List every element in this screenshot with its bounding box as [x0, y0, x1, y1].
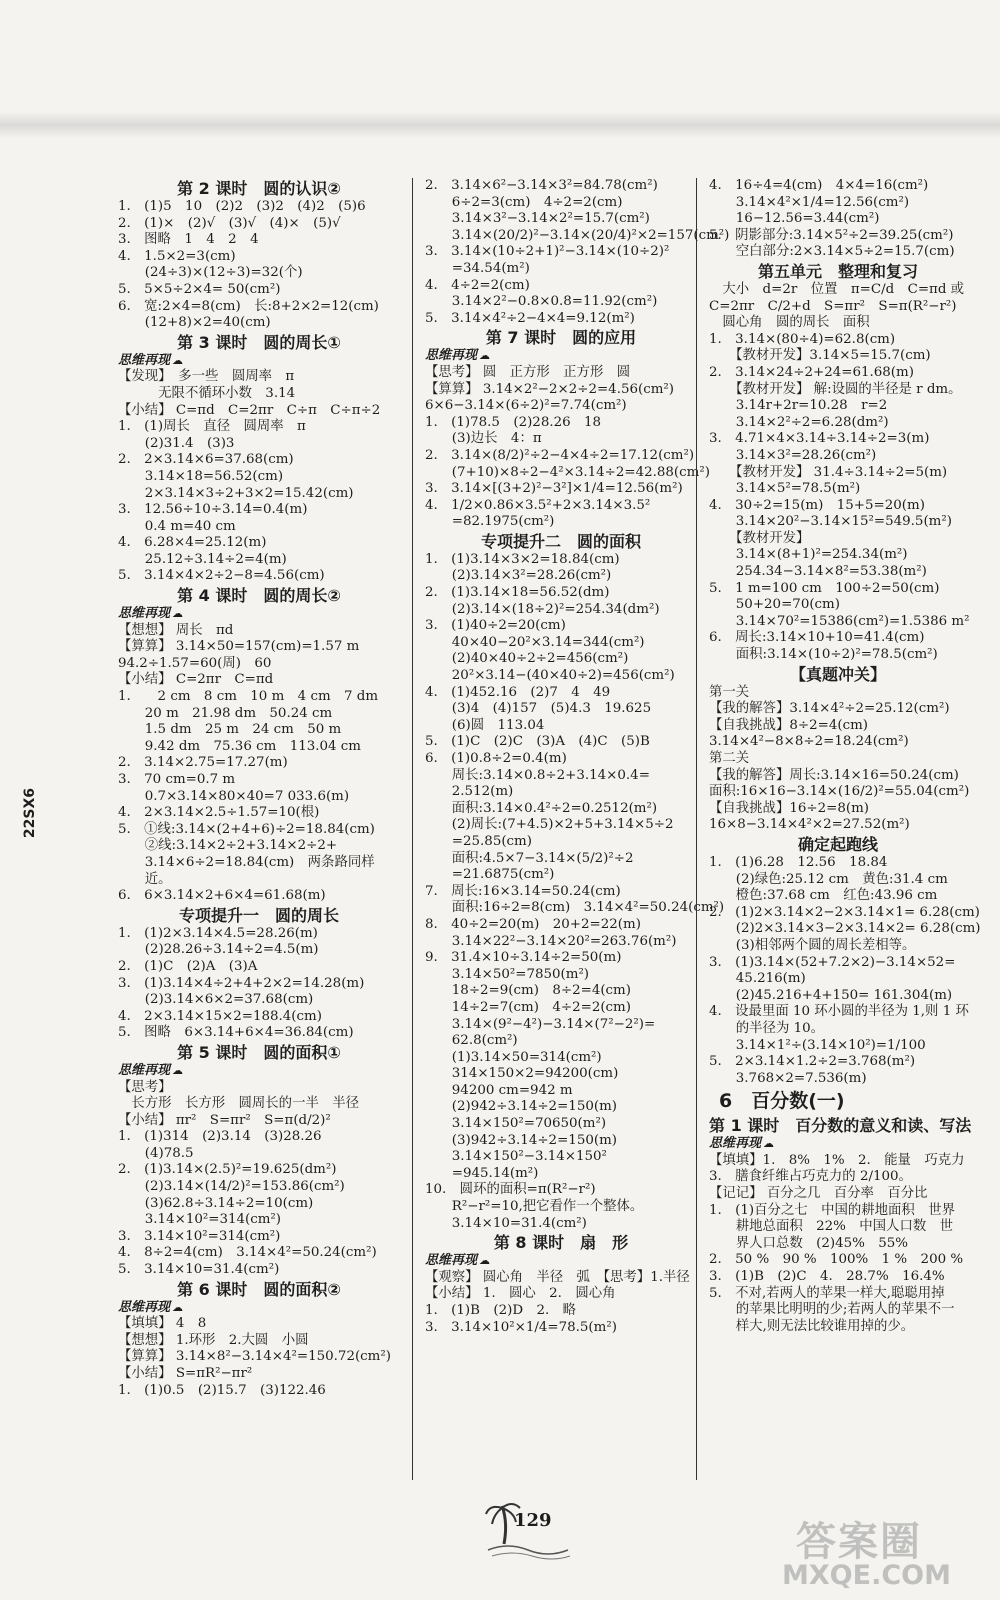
section-heading: 第 6 课时 圆的面积②	[177, 1279, 341, 1299]
section-heading: 确定起跑线	[797, 834, 878, 854]
answer-line: (2)3.14×(18÷2)²=254.34(dm²)	[425, 601, 660, 617]
answer-line: 4. 2×3.14×2.5÷1.57=10(根)	[118, 805, 320, 821]
answer-line: 10. 圆环的面积=π(R²−r²)	[425, 1182, 596, 1198]
answer-line: 3.14×10²=314(cm²)	[118, 1212, 282, 1228]
answer-line: 3. 4.71×4×3.14÷3.14÷2=3(m)	[709, 431, 930, 447]
answer-line: 3.14×10=31.4(cm²)	[425, 1215, 587, 1231]
answer-line: 第二关	[709, 751, 750, 766]
answer-line: 3.14×4²×1/4=12.56(cm²)	[709, 194, 910, 210]
answer-line: 2. (1)C (2)A (3)A	[118, 958, 258, 974]
answer-line: 1. (1)B (2)D 2. 略	[425, 1303, 577, 1318]
section-tag: 思维再现 ☁	[709, 1136, 967, 1153]
answer-line: 1. 2 cm 8 cm 10 m 4 cm 7 dm	[118, 689, 379, 705]
answer-line: (3)942÷3.14÷2=150(m)	[425, 1132, 618, 1148]
answer-line: 6÷2=3(cm) 4÷2=2(cm)	[425, 194, 623, 210]
answer-line: 【教材开发】3.14×5=15.7(cm)	[709, 348, 931, 364]
answer-line: (3)相邻两个圆的周长差相等。	[709, 937, 916, 953]
section-tag: 思维再现 ☁	[118, 353, 400, 370]
answer-line: 254.34−3.14×8²=53.38(m²)	[709, 564, 927, 580]
answer-line: 3.14×4²−8×8÷2=18.24(cm²)	[709, 734, 909, 750]
answer-line: 2. 3.14×6²−3.14×3²=84.78(cm²)	[425, 178, 658, 193]
answer-line: 【自我挑战】16÷2=8(m)	[709, 800, 870, 816]
answer-line: 3.14×22²−3.14×20²=263.76(m²)	[425, 933, 677, 949]
answer-line: 1. (1)百分之七 中国的耕地面积 世界	[709, 1202, 955, 1218]
answer-line: 25.12÷3.14÷2=4(m)	[118, 551, 287, 567]
answer-line: 【想想】 1.环形 2.大圆 小圆	[118, 1332, 309, 1348]
answer-line: 3. 12.56÷10÷3.14=0.4(m)	[118, 502, 308, 518]
answer-line: 空白部分:2×3.14×5÷2=15.7(cm)	[709, 244, 955, 260]
answer-line: 5. 1 m=100 cm 100÷2=50(cm)	[709, 580, 940, 596]
answer-line: 【自我挑战】8÷2=4(cm)	[709, 717, 868, 733]
answer-line: 20²×3.14−(40×40÷2)=456(cm²)	[425, 668, 675, 684]
answer-line: 4. 2×3.14×15×2=188.4(cm)	[118, 1008, 322, 1024]
answer-line: 4. 8÷2=4(cm) 3.14×4²=50.24(cm²)	[118, 1245, 377, 1261]
answer-line: 1.5 dm 25 m 24 cm 50 m	[118, 722, 342, 738]
answer-line: 3. (1)B (2)C 4. 28.7% 16.4%	[709, 1269, 945, 1285]
answer-line: (7+10)×8÷2−4²×3.14÷2=42.88(cm²)	[425, 464, 710, 480]
answer-line: 3.14×18=56.52(cm)	[118, 468, 284, 484]
answer-line: 【小结】 1. 圆心 2. 圆心角	[425, 1286, 616, 1302]
answer-line: 3.14×3²=28.26(cm²)	[709, 447, 877, 463]
section-tag: 思维再现 ☁	[425, 348, 697, 365]
answer-line: 5. 2×3.14×1.2÷2=3.768(m²)	[709, 1054, 916, 1070]
column-3	[696, 178, 981, 1480]
answer-line: 【思考】	[118, 1079, 172, 1095]
answer-line: 5. 5×5÷2×4= 50(cm²)	[118, 281, 281, 297]
answer-line: =34.54(m²)	[425, 260, 530, 276]
answer-line: (1)3.14×50=314(cm²)	[425, 1049, 602, 1065]
answer-line: 2. 2×3.14×6=37.68(cm)	[118, 452, 294, 468]
answer-line: 5. ①线:3.14×(2+4+6)÷2=18.84(cm)	[118, 821, 375, 837]
answer-line: 耕地总面积 22% 中国人口数 世	[709, 1219, 954, 1235]
answer-line: 8. 40÷2=20(m) 20+2=22(m)	[425, 916, 641, 932]
answer-line: 近。	[118, 871, 172, 887]
answer-line: 【观察】 圆心角 半径 弧 【思考】1.半径	[425, 1269, 690, 1285]
answer-line: 【小结】 C=πd C=2πr C÷π C÷π÷2	[118, 402, 381, 418]
answer-line: (2)3.14×3²=28.26(cm²)	[425, 568, 612, 584]
answer-line: 大小 d=2r 位置 π=C/d C=πd 或	[709, 281, 965, 297]
answer-line: 周长:3.14×0.8÷2+3.14×0.4=	[425, 767, 650, 783]
answer-line: 3.14×2²−0.8×0.8=11.92(cm²)	[425, 294, 658, 310]
answer-line: 4. 1/2×0.86×3.5²+2×3.14×3.5²	[425, 497, 651, 513]
answer-line: 4. 4÷2=2(cm)	[425, 277, 530, 293]
answer-line: 45.216(m)	[709, 971, 806, 987]
answer-line: 6×6−3.14×(6÷2)²=7.74(cm²)	[425, 398, 627, 414]
side-code: 22SX6	[22, 788, 38, 839]
answer-line: 1. (1)0.5 (2)15.7 (3)122.46	[118, 1382, 326, 1398]
section-tag: 思维再现 ☁	[118, 1300, 400, 1317]
answer-line: 【填填】1. 8% 1% 2. 能量 巧克力	[709, 1152, 965, 1168]
answer-line: 3.14×20²−3.14×15²=549.5(m²)	[709, 514, 952, 530]
answer-line: 【发现】 多一些 圆周率 π	[118, 369, 295, 385]
answer-line: 1. (1)3.14×3×2=18.84(cm)	[425, 551, 620, 567]
answer-line: 2. (1)3.14×(2.5)²=19.625(dm²)	[118, 1162, 337, 1178]
answer-line: =25.85(cm)	[425, 833, 532, 849]
answer-line: 2. 3.14×24÷2+24=61.68(m)	[709, 364, 914, 380]
answer-line: (4)78.5	[118, 1145, 194, 1161]
answer-line: 3.14×3²−3.14×2²=15.7(cm²)	[425, 211, 650, 227]
answer-line: 1. (1)78.5 (2)28.26 18	[425, 414, 602, 430]
watermark-glyphs: 答案圈	[796, 1519, 922, 1565]
answer-line: 【思考】 圆 正方形 正方形 圆	[425, 364, 631, 380]
answer-line: 50+20=70(cm)	[709, 597, 840, 613]
page-number-badge	[484, 1500, 574, 1560]
answer-line: ②线:3.14×2÷2+3.14×2÷2+	[118, 838, 338, 854]
answer-line: 面积:4.5×7−3.14×(5/2)²÷2	[425, 850, 634, 866]
answer-line: 2. 3.14×2.75=17.27(m)	[118, 755, 288, 771]
answer-line: 3. 膳食纤维占巧克力的 2/100。	[709, 1169, 912, 1185]
answer-line: 20 m 21.98 dm 50.24 cm	[118, 705, 333, 721]
answer-line: 【填填】 4 8	[118, 1316, 207, 1332]
answer-line: 的苹果比明明的少;若两人的苹果不一	[709, 1302, 955, 1318]
answer-line: 【小结】 S=πR²−πr²	[118, 1366, 253, 1381]
answer-line: (2)绿色:25.12 cm 黄色:31.4 cm	[709, 871, 948, 887]
section-heading: 第 1 课时 百分数的意义和读、写法	[709, 1116, 972, 1136]
answer-line: 【算算】 3.14×2²−2×2÷2=4.56(cm²)	[425, 381, 675, 397]
answer-line: 3.14×5²=78.5(m²)	[709, 481, 861, 497]
answer-line: 3. 3.14×(10÷2+1)²−3.14×(10÷2)²	[425, 244, 670, 260]
answer-line: =945.14(m²)	[425, 1165, 539, 1181]
answer-line: 9. 31.4×10÷3.14÷2=50(m)	[425, 950, 622, 966]
answer-line: 3.768×2=7.536(m)	[709, 1070, 867, 1086]
answer-line: 2. 3.14×(8/2)²÷2−4×4÷2=17.12(cm²)	[425, 447, 695, 463]
answer-line: 2. (1)3.14×18=56.52(dm)	[425, 585, 610, 601]
answer-line: (3)边长 4：π	[425, 431, 542, 447]
answer-line: 3. (1)3.14×4÷2+4+2×2=14.28(m)	[118, 975, 365, 991]
answer-line: 长方形 长方形 圆周长的一半 半径	[118, 1096, 360, 1112]
answer-line: 3. 3.14×[(3+2)²−3²]×1/4=12.56(m²)	[425, 481, 683, 497]
section-heading: 第 8 课时 扇 形	[493, 1233, 629, 1253]
answer-line: 3.14r+2r=10.28 r=2	[709, 398, 888, 414]
answer-line: 5. 3.14×4×2÷2−8=4.56(cm)	[118, 568, 325, 584]
answer-line: 3.14×150²−3.14×150²	[425, 1149, 607, 1165]
section-heading: 第 7 课时 圆的应用	[485, 328, 637, 348]
column-1	[118, 178, 400, 1480]
scan-blur-band	[0, 112, 1000, 138]
answer-line: 面积:16÷2=8(cm) 3.14×4²=50.24(cm²)	[425, 900, 725, 916]
answer-line: 5. 3.14×10=31.4(cm²)	[118, 1262, 280, 1278]
answer-line: (2)28.26÷3.14÷2=4.5(m)	[118, 942, 319, 958]
answer-line: 3.14×70²=15386(cm²)=1.5386 m²	[709, 613, 970, 629]
answer-line: 3. 图略 1 4 2 4	[118, 232, 259, 248]
answer-line: 2.512(m)	[425, 784, 514, 800]
section-heading: 【真题冲关】	[789, 664, 886, 684]
answer-line: 5. 图略 6×3.14+6×4=36.84(cm)	[118, 1025, 354, 1041]
answer-line: 3. 3.14×10²=314(cm²)	[118, 1228, 281, 1244]
answer-line: 2×3.14×3÷2+3×2=15.42(cm)	[118, 485, 354, 501]
section-tag: 思维再现 ☁	[118, 1063, 400, 1080]
section-heading: 专项提升一 圆的周长	[178, 905, 339, 925]
answer-line: 3.14×6÷2=18.84(cm) 两条路同样	[118, 854, 375, 870]
answer-line: 3. 70 cm=0.7 m	[118, 772, 236, 787]
answer-line: 4. 16÷4=4(cm) 4×4=16(cm²)	[709, 178, 929, 193]
section-heading: 第 3 课时 圆的周长①	[177, 332, 341, 352]
answer-line: 3.14×150²=70650(m²)	[425, 1116, 607, 1132]
answer-line: 【算算】 3.14×8²−3.14×4²=150.72(cm²)	[118, 1349, 391, 1365]
answer-line: (2)45.216+4+150= 161.304(m)	[709, 987, 953, 1003]
answer-line: 2. 50 % 90 % 100% 1 % 200 %	[709, 1252, 964, 1268]
section-heading: 第五单元 整理和复习	[757, 261, 918, 281]
site-watermark	[778, 1508, 978, 1594]
answer-line: 3.14×2²÷2=6.28(dm²)	[709, 414, 889, 430]
answer-line: 5. 3.14×4²÷2−4×4=9.12(m²)	[425, 310, 635, 326]
answer-line: 40×40−20²×3.14=344(cm²)	[425, 634, 645, 650]
answer-line: (2)942÷3.14÷2=150(m)	[425, 1099, 618, 1115]
answer-line: =82.1975(cm²)	[425, 514, 555, 530]
answer-line: 1. (1)5 10 (2)2 (3)2 (4)2 (5)6	[118, 199, 366, 214]
answer-line: 【小结】 C=2πr C=πd	[118, 672, 274, 688]
answer-line: 面积:16×16−3.14×(16/2)²=55.04(cm²)	[709, 784, 970, 800]
answer-line: 16−12.56=3.44(cm²)	[709, 211, 880, 227]
answer-line: (12+8)×2=40(cm)	[118, 315, 271, 331]
answer-line: 【记记】 百分之几 百分率 百分比	[709, 1186, 928, 1202]
answer-line: 【教材开发】 解:设圆的半径是 r dm。	[709, 381, 962, 397]
answer-line: 6. 6×3.14×2+6×4=61.68(m)	[118, 888, 326, 904]
answer-line: 【想想】 周长 πd	[118, 622, 234, 638]
answer-line: 6. (1)0.8÷2=0.4(m)	[425, 751, 567, 766]
answer-line: 6. 宽:2×4=8(cm) 长:8+2×2=12(cm)	[118, 298, 379, 314]
answer-line: 4. 6.28×4=25.12(m)	[118, 535, 267, 551]
answer-line: (2)周长:(7+4.5)×2+5+3.14×5÷2	[425, 817, 674, 833]
answer-line: C=2πr C/2+d S=πr² S=π(R²−r²)	[709, 298, 957, 314]
answer-line: 面积:3.14×0.4²÷2=0.2512(m²)	[425, 800, 658, 816]
section-tag: 思维再现 ☁	[118, 606, 400, 623]
answer-line: 1. (1)6.28 12.56 18.84	[709, 854, 888, 870]
answer-line: 0.7×3.14×80×40=7 033.6(m)	[118, 788, 350, 804]
answer-line: 5. 不对,若两人的苹果一样大,聪聪用掉	[709, 1285, 945, 1301]
answer-line: 3.14×1²÷(3.14×10²)=1/100	[709, 1037, 926, 1053]
answer-line: (2)3.14×6×2=37.68(cm)	[118, 992, 314, 1008]
section-heading: 6 百分数(一)	[719, 1090, 845, 1113]
answer-line: 3.14×(8+1)²=254.34(m²)	[709, 547, 908, 563]
answer-line: 6. 周长:3.14×10+10=41.4(cm)	[709, 630, 925, 646]
answer-line: 无限不循环小数 3.14	[118, 385, 296, 401]
answer-line: 界人口总数 (2)45% 55%	[709, 1235, 909, 1251]
answer-line: R²−r²=10,把它看作一个整体。	[425, 1199, 644, 1215]
answer-line: 橙色:37.68 cm 红色:43.96 cm	[709, 888, 938, 904]
answer-line: 4. 设最里面 10 环小圆的半径为 1,则 1 环	[709, 1004, 969, 1020]
section-heading: 第 2 课时 圆的认识②	[177, 179, 341, 198]
section-heading: 第 5 课时 圆的面积①	[177, 1042, 341, 1062]
section-heading: 专项提升二 圆的面积	[480, 531, 641, 551]
answer-line: (24÷3)×(12÷3)=32(个)	[118, 265, 303, 281]
answer-line: 【教材开发】 31.4÷3.14÷2=5(m)	[709, 464, 948, 480]
answer-line: 16×8−3.14×4²×2=27.52(m²)	[709, 817, 910, 833]
section-tag: 思维再现 ☁	[425, 1253, 697, 1270]
answer-line: (2)3.14×(14/2)²=153.86(cm²)	[118, 1179, 345, 1195]
answer-line: 1. 3.14×(80÷4)=62.8(cm)	[709, 331, 896, 347]
answer-line: 3. 3.14×10²×1/4=78.5(m²)	[425, 1319, 617, 1335]
answer-line: (3)62.8÷3.14÷2=10(cm)	[118, 1195, 314, 1211]
answer-line: 2. (1)× (2)√ (3)√ (4)× (5)√	[118, 215, 341, 231]
answer-line: 2. (1)2×3.14×2−2×3.14×1= 6.28(cm)	[709, 904, 980, 920]
answer-line: 18÷2=9(cm) 8÷2=4(cm)	[425, 983, 631, 999]
answer-line: (2)31.4 (3)3	[118, 435, 235, 451]
answer-line: 5. 阴影部分:3.14×5²÷2=39.25(cm²)	[709, 227, 954, 243]
answer-line: 1. (1)314 (2)3.14 (3)28.26	[118, 1129, 322, 1145]
answer-line: 94200 cm=942 m	[425, 1082, 573, 1098]
answer-line: 样大,则无法比较谁用掉的少。	[709, 1318, 915, 1334]
answer-line: (3)4 (4)157 (5)4.3 19.625	[425, 701, 652, 717]
answer-line: 5. (1)C (2)C (3)A (4)C (5)B	[425, 734, 650, 750]
answer-line: =21.6875(cm²)	[425, 867, 555, 883]
answer-line: 314×150×2=94200(cm)	[425, 1066, 619, 1082]
answer-line: 3.14×(20/2)²−3.14×(20/4)²×2=157(cm²)	[425, 227, 730, 243]
answer-line: 【我的解答】3.14×4²÷2=25.12(cm²)	[709, 701, 950, 717]
answer-line: 4. 30÷2=15(m) 15+5=20(m)	[709, 497, 925, 513]
answer-line: 【我的解答】周长:3.14×16=50.24(cm)	[709, 767, 959, 783]
answer-line: 4. 1.5×2=3(cm)	[118, 248, 236, 264]
answer-line: 【教材开发】	[709, 530, 810, 546]
answer-line: 3.14×(9²−4²)−3.14×(7²−2²)=	[425, 1016, 656, 1032]
answer-line: 0.4 m=40 cm	[118, 518, 236, 534]
page-number: 129	[514, 1510, 552, 1531]
answer-line: 3. (1)40÷2=20(cm)	[425, 618, 566, 634]
answer-line: 面积:3.14×(10÷2)²=78.5(cm²)	[709, 647, 938, 663]
answer-line: 的半径为 10。	[709, 1020, 825, 1036]
answer-line: 圆心角 圆的周长 面积	[709, 315, 870, 331]
answer-line: (6)圆 113.04	[425, 717, 545, 733]
answer-line: 【小结】 πr² S=πr² S=π(d/2)²	[118, 1112, 331, 1128]
answer-line: 1. (1)周长 直径 圆周率 π	[118, 419, 306, 435]
answer-line: 9.42 dm 75.36 cm 113.04 cm	[118, 738, 361, 754]
answer-line: 【算算】 3.14×50=157(cm)=1.57 m	[118, 639, 360, 655]
answer-line: 3. (1)3.14×(52+7.2×2)−3.14×52=	[709, 954, 956, 970]
answer-line: 14÷2=7(cm) 4÷2=2(cm)	[425, 999, 631, 1015]
answer-line: 7. 周长:16×3.14=50.24(cm)	[425, 883, 621, 899]
answer-line: (2)2×3.14×3−2×3.14×2= 6.28(cm)	[709, 921, 981, 937]
answer-line: 3.14×50²=7850(m²)	[425, 966, 590, 982]
answer-line: 94.2÷1.57=60(周) 60	[118, 655, 272, 671]
answer-line: 62.8(cm²)	[425, 1033, 518, 1049]
watermark-url: MXQE.COM	[782, 1560, 951, 1591]
answer-line: 1. (1)2×3.14×4.5=28.26(m)	[118, 925, 318, 941]
answer-line: (2)40×40÷2÷2=456(cm²)	[425, 651, 629, 667]
section-heading: 第 4 课时 圆的周长②	[177, 586, 341, 606]
answer-line: 4. (1)452.16 (2)7 4 49	[425, 684, 611, 700]
answer-line: 第一关	[709, 684, 750, 700]
